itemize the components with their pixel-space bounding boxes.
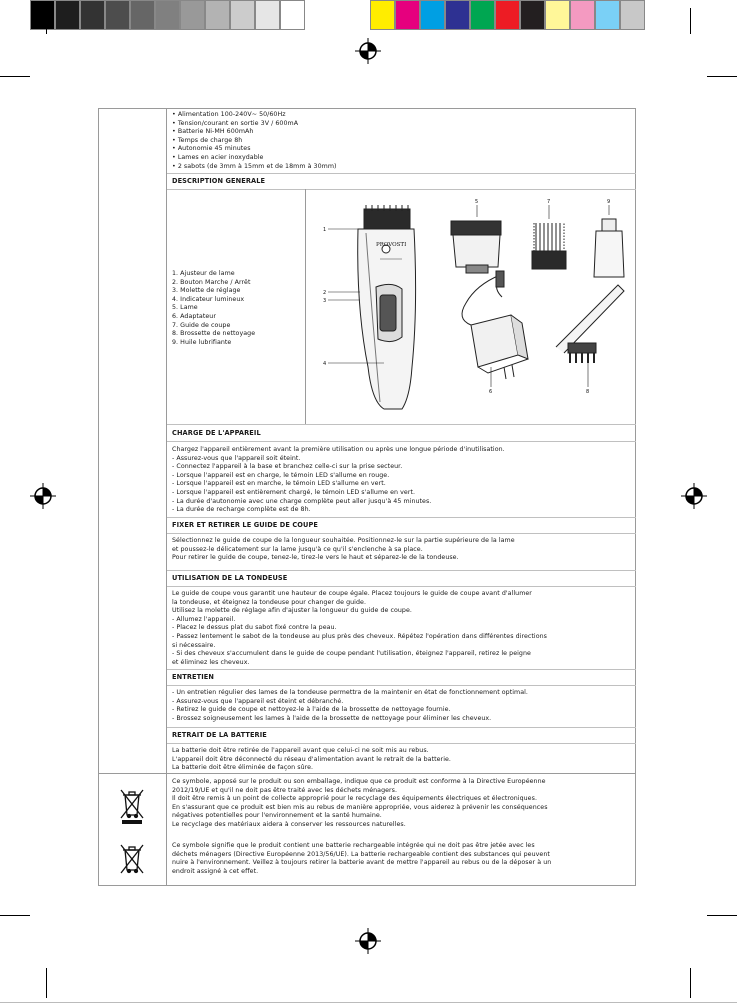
section-heading-description: DESCRIPTION GENERALE bbox=[172, 177, 266, 185]
color-swatch bbox=[420, 0, 445, 30]
row-divider bbox=[167, 424, 636, 425]
text-line: • Tension/courant en sortie 3V / 600mA bbox=[172, 120, 627, 129]
color-swatch bbox=[370, 0, 395, 30]
text-line: • Autonomie 45 minutes bbox=[172, 145, 627, 154]
callout-number: 5 bbox=[475, 199, 479, 205]
text-line: la tondeuse, et éteignez la tondeuse pour changer de guide. bbox=[172, 598, 366, 606]
text-line: Le guide de coupe vous garantit une hauteur de coupe égale. Placez toujours le guide de coupe avant d'allumer bbox=[172, 590, 532, 597]
maintenance-text bbox=[172, 689, 627, 723]
text-line: La batterie doit être éliminée de façon sûre. bbox=[172, 764, 314, 772]
text-line: déchets ménagers (Directive Européenne 2013/56/UE). La batterie rechargeable contient des substances qui peuvent bbox=[172, 850, 550, 858]
text-line: - Placez le dessus plat du sabot fixé contre la peau. bbox=[172, 624, 337, 632]
color-swatch bbox=[30, 0, 55, 30]
row-divider bbox=[167, 727, 636, 728]
text-line: - La durée de recharge complète est de 8h. bbox=[172, 506, 311, 514]
text-line: - Brossez soigneusement les lames à l'aide de la brossette de nettoyage pour éliminer les cheveux. bbox=[172, 714, 492, 722]
text-line: - Un entretien régulier des lames de la tondeuse permettra de la maintenir en état de fonctionnement optimal. bbox=[172, 689, 528, 696]
color-swatch bbox=[495, 0, 520, 30]
text-line: - Allumez l'appareil. bbox=[172, 615, 236, 623]
row-divider bbox=[98, 773, 636, 774]
weee-text bbox=[172, 778, 627, 830]
text-line: nuire à l'environnement. Veillez à toujours retirer la batterie avant de mettre l'appareil au rebus ou de la déposer à un bbox=[172, 859, 552, 867]
text-line: - La durée d'autonomie avec une charge complète peut aller jusqu'à 45 minutes. bbox=[172, 497, 432, 505]
guide-text bbox=[172, 537, 627, 563]
text-line: négatives potentielles pour l'environnement et la santé humaine. bbox=[172, 812, 382, 820]
callout-number: 9 bbox=[607, 199, 611, 205]
color-swatch bbox=[230, 0, 255, 30]
crop-mark bbox=[707, 76, 737, 77]
text-line: En s'assurant que ce produit est bien mis au rebus de manière appropriée, vous aiderez à prévenir les conséquences bbox=[172, 803, 548, 811]
color-swatch bbox=[445, 0, 470, 30]
text-line: 7. Guide de coupe bbox=[172, 321, 231, 329]
section-heading-charge: CHARGE DE L'APPAREIL bbox=[172, 429, 261, 437]
text-line: - Assurez-vous que l'appareil soit éteint. bbox=[172, 454, 301, 462]
text-line: • Batterie Ni-MH 600mAh bbox=[172, 128, 627, 137]
text-line: 4. Indicateur lumineux bbox=[172, 295, 245, 303]
cutting-guide-illustration bbox=[532, 223, 566, 269]
usage-text bbox=[172, 590, 627, 667]
row-divider bbox=[167, 441, 636, 442]
text-line: • Lames en acier inoxydable bbox=[172, 154, 627, 163]
gray-color-bar bbox=[30, 0, 305, 30]
callout-number: 1 bbox=[323, 227, 327, 233]
color-swatch bbox=[55, 0, 80, 30]
parts-list bbox=[172, 270, 300, 347]
callout-number: 4 bbox=[323, 361, 327, 367]
row-divider bbox=[167, 517, 636, 518]
battery-text bbox=[172, 747, 627, 773]
weee-crossed-bin-icon bbox=[118, 788, 146, 828]
text-line: 8. Brossette de nettoyage bbox=[172, 330, 256, 338]
text-line: et poussez-le délicatement sur la lame jusqu'à ce qu'il s'enclenche à sa place. bbox=[172, 545, 423, 553]
battery-crossed-bin-icon bbox=[118, 843, 146, 879]
section-heading-usage: UTILISATION DE LA TONDEUSE bbox=[172, 574, 288, 582]
crop-mark bbox=[690, 8, 691, 34]
color-swatch bbox=[570, 0, 595, 30]
crop-mark bbox=[46, 968, 47, 998]
color-swatch bbox=[105, 0, 130, 30]
left-margin-column bbox=[98, 108, 167, 886]
text-line: Ce symbole, apposé sur le produit ou son emballage, indique que ce produit est conforme à la Directive Européenne bbox=[172, 778, 546, 785]
text-line: - Si des cheveux s'accumulent dans le guide de coupe pendant l'utilisation, éteignez l'appareil, retirez le peigne bbox=[172, 650, 531, 658]
oil-bottle-illustration bbox=[594, 219, 624, 277]
section-heading-guide: FIXER ET RETIRER LE GUIDE DE COUPE bbox=[172, 521, 319, 529]
crop-mark bbox=[0, 76, 30, 77]
text-line: Le recyclage des matériaux aidera à conserver les ressources naturelles. bbox=[172, 820, 406, 828]
crop-mark bbox=[690, 968, 691, 998]
registration-mark-icon bbox=[30, 483, 56, 509]
color-swatch bbox=[130, 0, 155, 30]
text-line: • 2 sabots (de 3mm à 15mm et de 18mm à 30mm) bbox=[172, 163, 627, 172]
registration-mark-icon bbox=[355, 38, 381, 64]
text-line: - Retirez le guide de coupe et nettoyez-le à l'aide de la brossette de nettoyage fournie. bbox=[172, 706, 451, 714]
text-line: 6. Adaptateur bbox=[172, 312, 216, 320]
text-line: - Lorsque l'appareil est entièrement chargé, le témoin LED s'allume en vert. bbox=[172, 488, 416, 496]
row-divider bbox=[167, 743, 636, 744]
text-line: • Temps de charge 8h bbox=[172, 137, 627, 146]
color-swatch bbox=[80, 0, 105, 30]
crop-mark bbox=[0, 915, 30, 916]
color-swatch bbox=[395, 0, 420, 30]
trimmer-brand-label: PROVOSTI bbox=[376, 242, 407, 248]
callout-number: 2 bbox=[323, 290, 327, 296]
color-swatch bbox=[255, 0, 280, 30]
text-line: - Lorsque l'appareil est en charge, le témoin LED s'allume en rouge. bbox=[172, 471, 390, 479]
trimmer-illustration bbox=[358, 205, 416, 409]
row-divider bbox=[167, 570, 636, 571]
color-swatch bbox=[470, 0, 495, 30]
charge-text bbox=[172, 446, 627, 515]
text-line: endroit assigné à cet effet. bbox=[172, 867, 259, 875]
battery-symbol-text bbox=[172, 842, 627, 876]
trim-line bbox=[0, 1002, 737, 1003]
text-line: 2012/19/UE et qu'il ne doit pas être traité avec les déchets ménagers. bbox=[172, 786, 398, 794]
text-line: - Connectez l'appareil à la base et branchez celle-ci sur la prise secteur. bbox=[172, 463, 403, 471]
row-divider bbox=[167, 586, 636, 587]
text-line: Ce symbole signifie que le produit contient une batterie rechargeable intégrée qui ne doit pas être jetée avec les bbox=[172, 842, 535, 849]
section-heading-battery: RETRAIT DE LA BATTERIE bbox=[172, 731, 267, 739]
callout-number: 7 bbox=[547, 199, 551, 205]
text-line: L'appareil doit être déconnecté du réseau d'alimentation avant le retrait de la batterie. bbox=[172, 755, 451, 763]
row-divider bbox=[167, 173, 636, 174]
text-line: La batterie doit être retirée de l'appareil avant que celui-ci ne soit mis au rebus. bbox=[172, 747, 429, 754]
registration-mark-icon bbox=[681, 483, 707, 509]
product-figure bbox=[306, 197, 636, 424]
text-line: 9. Huile lubrifiante bbox=[172, 338, 232, 346]
color-swatch bbox=[280, 0, 305, 30]
text-line: Utilisez la molette de réglage afin d'ajuster la longueur du guide de coupe. bbox=[172, 607, 412, 615]
text-line: Sélectionnez le guide de coupe de la longueur souhaitée. Positionnez-le sur la partie supérieure de la lame bbox=[172, 537, 515, 544]
row-divider bbox=[167, 669, 636, 670]
callout-number: 8 bbox=[586, 389, 590, 395]
color-swatch bbox=[155, 0, 180, 30]
text-line: - Lorsque l'appareil est en marche, le témoin LED s'allume en vert. bbox=[172, 480, 386, 488]
color-swatch bbox=[520, 0, 545, 30]
text-line: et éliminez les cheveux. bbox=[172, 658, 250, 666]
blade-illustration bbox=[451, 221, 501, 273]
row-divider bbox=[167, 533, 636, 534]
text-line: 1. Ajusteur de lame bbox=[172, 270, 235, 277]
spec-list bbox=[172, 111, 627, 171]
callout-number: 6 bbox=[489, 389, 493, 395]
color-swatch bbox=[595, 0, 620, 30]
text-line: si nécessaire. bbox=[172, 641, 216, 649]
text-line: • Alimentation 100-240V~ 50/60Hz bbox=[172, 111, 627, 120]
text-line: - Assurez-vous que l'appareil est éteint et débranché. bbox=[172, 697, 344, 705]
registration-mark-icon bbox=[355, 928, 381, 954]
crop-mark bbox=[707, 915, 737, 916]
cleaning-brush-illustration bbox=[556, 285, 624, 363]
crop-mark bbox=[46, 8, 47, 34]
callout-number: 3 bbox=[323, 298, 327, 304]
row-divider bbox=[167, 685, 636, 686]
color-swatch bbox=[620, 0, 645, 30]
text-line: Chargez l'appareil entièrement avant la première utilisation ou après une longue période d'inutilisation. bbox=[172, 446, 505, 453]
text-line: 5. Lame bbox=[172, 304, 198, 312]
text-line: Il doit être remis à un point de collecte approprié pour le recyclage des équipements électriques et électroniques. bbox=[172, 795, 537, 803]
process-color-bar bbox=[370, 0, 645, 30]
color-swatch bbox=[205, 0, 230, 30]
color-swatch bbox=[545, 0, 570, 30]
text-line: 2. Bouton Marche / Arrêt bbox=[172, 278, 251, 286]
row-divider bbox=[167, 189, 636, 190]
adapter-illustration bbox=[462, 271, 528, 379]
text-line: 3. Molette de réglage bbox=[172, 287, 241, 295]
text-line: - Passez lentement le sabot de la tondeuse au plus près des cheveux. Répétez l'opération dans différentes directions bbox=[172, 632, 547, 640]
text-line: Pour retirer le guide de coupe, tenez-le, tirez-le vers le haut et séparez-le de la tondeuse. bbox=[172, 554, 459, 562]
color-swatch bbox=[180, 0, 205, 30]
section-heading-maintenance: ENTRETIEN bbox=[172, 673, 214, 681]
